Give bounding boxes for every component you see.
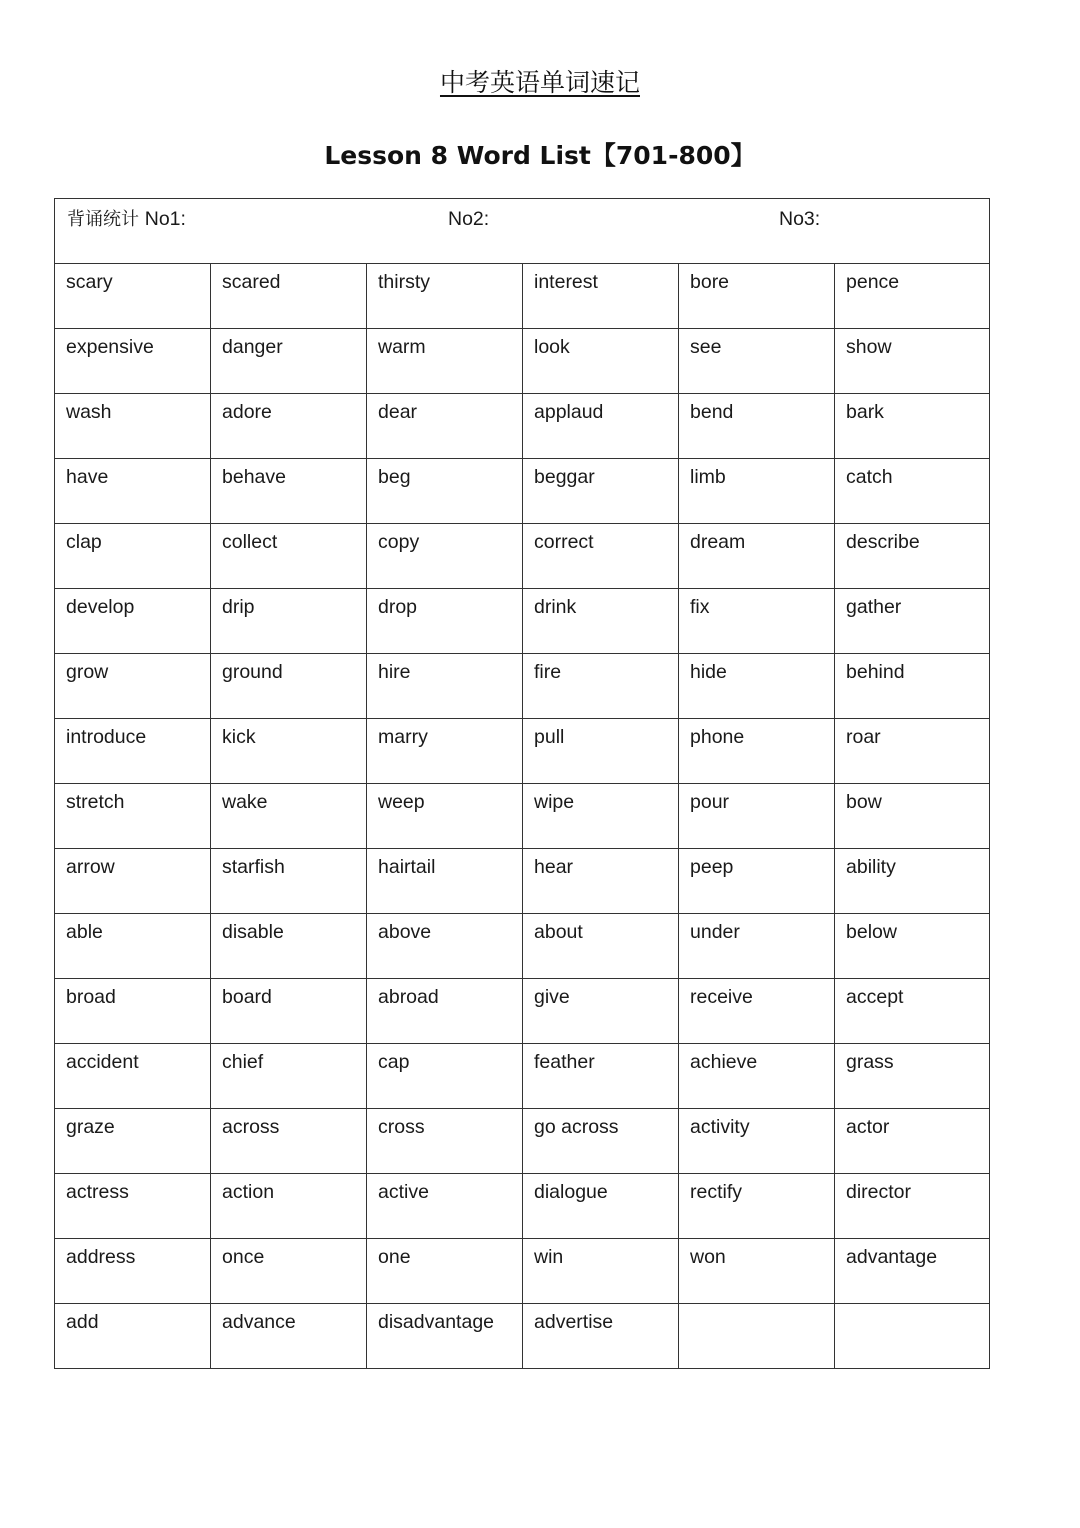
word-text: go across — [534, 1116, 619, 1138]
table-row — [55, 784, 990, 849]
word-text: rectify — [690, 1181, 743, 1203]
table-row — [55, 329, 990, 394]
word-cell — [835, 264, 990, 329]
word-cell — [367, 459, 523, 524]
word-text: bore — [690, 271, 730, 293]
word-text: under — [690, 921, 740, 943]
word-text: applaud — [534, 401, 604, 423]
word-text: feather — [534, 1051, 595, 1073]
stat-prefix: 背诵统计 — [67, 209, 145, 230]
word-cell — [55, 979, 211, 1044]
word-text: phone — [690, 726, 745, 748]
word-text: collect — [222, 531, 278, 553]
lesson-subtitle: Lesson 8 Word List【701-800】 — [324, 141, 756, 170]
word-text: once — [222, 1246, 265, 1268]
word-cell — [55, 849, 211, 914]
word-cell — [367, 1174, 523, 1239]
word-cell — [679, 394, 835, 459]
word-cell — [367, 1239, 523, 1304]
word-cell — [523, 394, 679, 459]
word-cell — [211, 654, 367, 719]
word-cell — [55, 654, 211, 719]
word-text: warm — [378, 336, 426, 358]
word-cell — [55, 1174, 211, 1239]
table-row — [55, 1109, 990, 1174]
word-text: starfish — [222, 856, 285, 878]
stats-header-row — [55, 199, 990, 264]
table-row — [55, 979, 990, 1044]
word-text: disable — [222, 921, 284, 943]
word-cell — [367, 264, 523, 329]
word-cell — [211, 1044, 367, 1109]
word-cell — [367, 329, 523, 394]
table-row — [55, 914, 990, 979]
table-row — [55, 654, 990, 719]
word-cell — [679, 1304, 835, 1369]
word-text: able — [66, 921, 103, 943]
word-cell — [367, 719, 523, 784]
table-row — [55, 524, 990, 589]
table-row — [55, 394, 990, 459]
word-text: introduce — [66, 726, 147, 748]
word-text: scared — [222, 271, 281, 293]
word-text: thirsty — [378, 271, 431, 293]
word-cell — [55, 1109, 211, 1174]
word-text: wake — [222, 791, 268, 813]
table-row — [55, 1044, 990, 1109]
word-cell — [367, 654, 523, 719]
word-cell — [523, 1044, 679, 1109]
word-cell — [835, 394, 990, 459]
table-row — [55, 589, 990, 654]
word-cell — [679, 719, 835, 784]
word-cell — [523, 589, 679, 654]
word-text: catch — [846, 466, 893, 488]
word-cell — [367, 524, 523, 589]
word-text: advertise — [534, 1311, 614, 1333]
word-text: one — [378, 1246, 411, 1268]
word-cell — [835, 459, 990, 524]
word-cell — [835, 654, 990, 719]
word-text: dialogue — [534, 1181, 608, 1203]
word-text: about — [534, 921, 583, 943]
word-text: weep — [378, 791, 425, 813]
word-cell — [523, 784, 679, 849]
word-text: action — [222, 1181, 275, 1203]
word-cell — [55, 914, 211, 979]
word-cell — [211, 979, 367, 1044]
word-cell — [55, 524, 211, 589]
word-text: hear — [534, 856, 574, 878]
word-cell — [211, 459, 367, 524]
word-cell — [679, 329, 835, 394]
word-text: expensive — [66, 336, 154, 358]
word-text: correct — [534, 531, 594, 553]
word-text: accident — [66, 1051, 139, 1073]
word-cell — [679, 1174, 835, 1239]
word-text: add — [66, 1311, 99, 1333]
word-cell — [523, 524, 679, 589]
word-cell — [835, 524, 990, 589]
word-text: active — [378, 1181, 429, 1203]
word-text: ability — [846, 856, 896, 878]
word-text — [679, 1304, 834, 1310]
word-cell — [367, 1304, 523, 1369]
word-text: give — [534, 986, 570, 1008]
table-row — [55, 849, 990, 914]
word-text: accept — [846, 986, 904, 1008]
word-cell — [211, 1239, 367, 1304]
recitation-stat-no1 — [67, 207, 186, 232]
word-cell — [523, 979, 679, 1044]
word-text: bow — [846, 791, 882, 813]
word-cell — [835, 329, 990, 394]
word-text: beggar — [534, 466, 595, 488]
word-cell — [835, 784, 990, 849]
table-row — [55, 719, 990, 784]
word-text: kick — [222, 726, 256, 748]
word-text: dear — [378, 401, 418, 423]
table-row — [55, 459, 990, 524]
word-text: fix — [690, 596, 710, 618]
word-text: achieve — [690, 1051, 758, 1073]
word-cell — [367, 979, 523, 1044]
word-cell — [211, 329, 367, 394]
word-text: hide — [690, 661, 727, 683]
word-cell — [523, 329, 679, 394]
word-cell — [55, 1044, 211, 1109]
word-cell — [835, 589, 990, 654]
word-cell — [211, 1109, 367, 1174]
word-text: danger — [222, 336, 283, 358]
word-text: peep — [690, 856, 734, 878]
word-cell — [367, 1109, 523, 1174]
word-text: hire — [378, 661, 411, 683]
word-text: behind — [846, 661, 905, 683]
word-cell — [523, 849, 679, 914]
word-cell — [679, 654, 835, 719]
word-cell — [211, 589, 367, 654]
word-cell — [523, 1174, 679, 1239]
word-cell — [367, 1044, 523, 1109]
word-text: hairtail — [378, 856, 436, 878]
word-text: look — [534, 336, 570, 358]
word-text: disadvantage — [378, 1311, 495, 1333]
word-cell — [835, 1239, 990, 1304]
word-cell — [679, 459, 835, 524]
word-text: clap — [66, 531, 102, 553]
word-text: wash — [66, 401, 112, 423]
word-cell — [211, 394, 367, 459]
word-cell — [523, 1304, 679, 1369]
word-cell — [835, 1174, 990, 1239]
word-text: advance — [222, 1311, 296, 1333]
stats-header-cell — [55, 199, 990, 264]
word-cell — [211, 264, 367, 329]
word-text: pour — [690, 791, 730, 813]
word-text: arrow — [66, 856, 115, 878]
word-cell — [211, 914, 367, 979]
word-text: develop — [66, 596, 135, 618]
word-cell — [835, 1304, 990, 1369]
word-text: across — [222, 1116, 280, 1138]
word-cell — [523, 654, 679, 719]
word-cell — [679, 524, 835, 589]
stat-no1-label: No1: — [144, 208, 186, 230]
word-cell — [367, 394, 523, 459]
word-cell — [367, 784, 523, 849]
word-cell — [679, 784, 835, 849]
word-text: above — [378, 921, 432, 943]
word-cell — [211, 1174, 367, 1239]
word-cell — [367, 589, 523, 654]
word-text: cross — [378, 1116, 425, 1138]
word-cell — [55, 784, 211, 849]
word-cell — [679, 1044, 835, 1109]
word-text: pull — [534, 726, 565, 748]
word-text: adore — [222, 401, 272, 423]
word-text: advantage — [846, 1246, 938, 1268]
word-text: actress — [66, 1181, 129, 1203]
word-cell — [211, 1304, 367, 1369]
word-text: cap — [378, 1051, 410, 1073]
word-text: have — [66, 466, 109, 488]
word-text: stretch — [66, 791, 125, 813]
word-text: ground — [222, 661, 283, 683]
word-text: bend — [690, 401, 734, 423]
word-text: below — [846, 921, 897, 943]
word-cell — [55, 1239, 211, 1304]
word-text: drink — [534, 596, 577, 618]
table-row — [55, 1174, 990, 1239]
word-cell — [835, 914, 990, 979]
word-text: show — [846, 336, 892, 358]
word-cell — [367, 849, 523, 914]
word-text: graze — [66, 1116, 115, 1138]
word-cell — [55, 589, 211, 654]
word-table — [54, 198, 990, 1369]
word-text: wipe — [534, 791, 575, 813]
word-text: bark — [846, 401, 884, 423]
word-cell — [55, 394, 211, 459]
word-cell — [679, 1239, 835, 1304]
word-text: dream — [690, 531, 746, 553]
word-cell — [835, 1109, 990, 1174]
word-cell — [835, 719, 990, 784]
table-row — [55, 1304, 990, 1369]
word-cell — [679, 979, 835, 1044]
word-text: abroad — [378, 986, 439, 1008]
word-text: board — [222, 986, 272, 1008]
word-text: receive — [690, 986, 753, 1008]
word-cell — [367, 914, 523, 979]
word-cell — [523, 914, 679, 979]
word-text: grass — [846, 1051, 894, 1073]
word-cell — [679, 849, 835, 914]
word-text: behave — [222, 466, 286, 488]
table-row — [55, 264, 990, 329]
word-cell — [835, 1044, 990, 1109]
word-text: chief — [222, 1051, 264, 1073]
word-cell — [679, 589, 835, 654]
word-cell — [55, 264, 211, 329]
word-text: beg — [378, 466, 411, 488]
word-text: address — [66, 1246, 136, 1268]
word-text: scary — [66, 271, 113, 293]
word-text: fire — [534, 661, 562, 683]
word-text: actor — [846, 1116, 890, 1138]
word-cell — [679, 914, 835, 979]
word-text: grow — [66, 661, 109, 683]
word-text: marry — [378, 726, 428, 748]
word-cell — [835, 979, 990, 1044]
recitation-stat-no2: No2: — [448, 208, 490, 230]
word-text: win — [534, 1246, 564, 1268]
word-text: roar — [846, 726, 881, 748]
word-text: director — [846, 1181, 912, 1203]
word-text: gather — [846, 596, 902, 618]
word-cell — [55, 459, 211, 524]
word-text: drip — [222, 596, 255, 618]
word-cell — [523, 264, 679, 329]
word-text: won — [690, 1246, 726, 1268]
word-text: activity — [690, 1116, 750, 1138]
word-text: pence — [846, 271, 900, 293]
word-cell — [523, 719, 679, 784]
word-cell — [211, 719, 367, 784]
recitation-stat-no3: No3: — [779, 208, 821, 230]
word-cell — [523, 459, 679, 524]
word-cell — [211, 524, 367, 589]
word-text: drop — [378, 596, 418, 618]
table-row — [55, 1239, 990, 1304]
word-text: limb — [690, 466, 726, 488]
word-text: interest — [534, 271, 598, 293]
word-cell — [55, 329, 211, 394]
word-text: broad — [66, 986, 116, 1008]
word-cell — [679, 1109, 835, 1174]
word-text: see — [690, 336, 722, 358]
word-text — [835, 1304, 989, 1310]
word-cell — [679, 264, 835, 329]
word-text: copy — [378, 531, 420, 553]
word-cell — [523, 1239, 679, 1304]
word-cell — [211, 849, 367, 914]
word-cell — [211, 784, 367, 849]
word-cell — [55, 1304, 211, 1369]
word-text: describe — [846, 531, 920, 553]
word-cell — [55, 719, 211, 784]
page-title: 中考英语单词速记 — [439, 68, 640, 97]
word-cell — [523, 1109, 679, 1174]
word-cell — [835, 849, 990, 914]
